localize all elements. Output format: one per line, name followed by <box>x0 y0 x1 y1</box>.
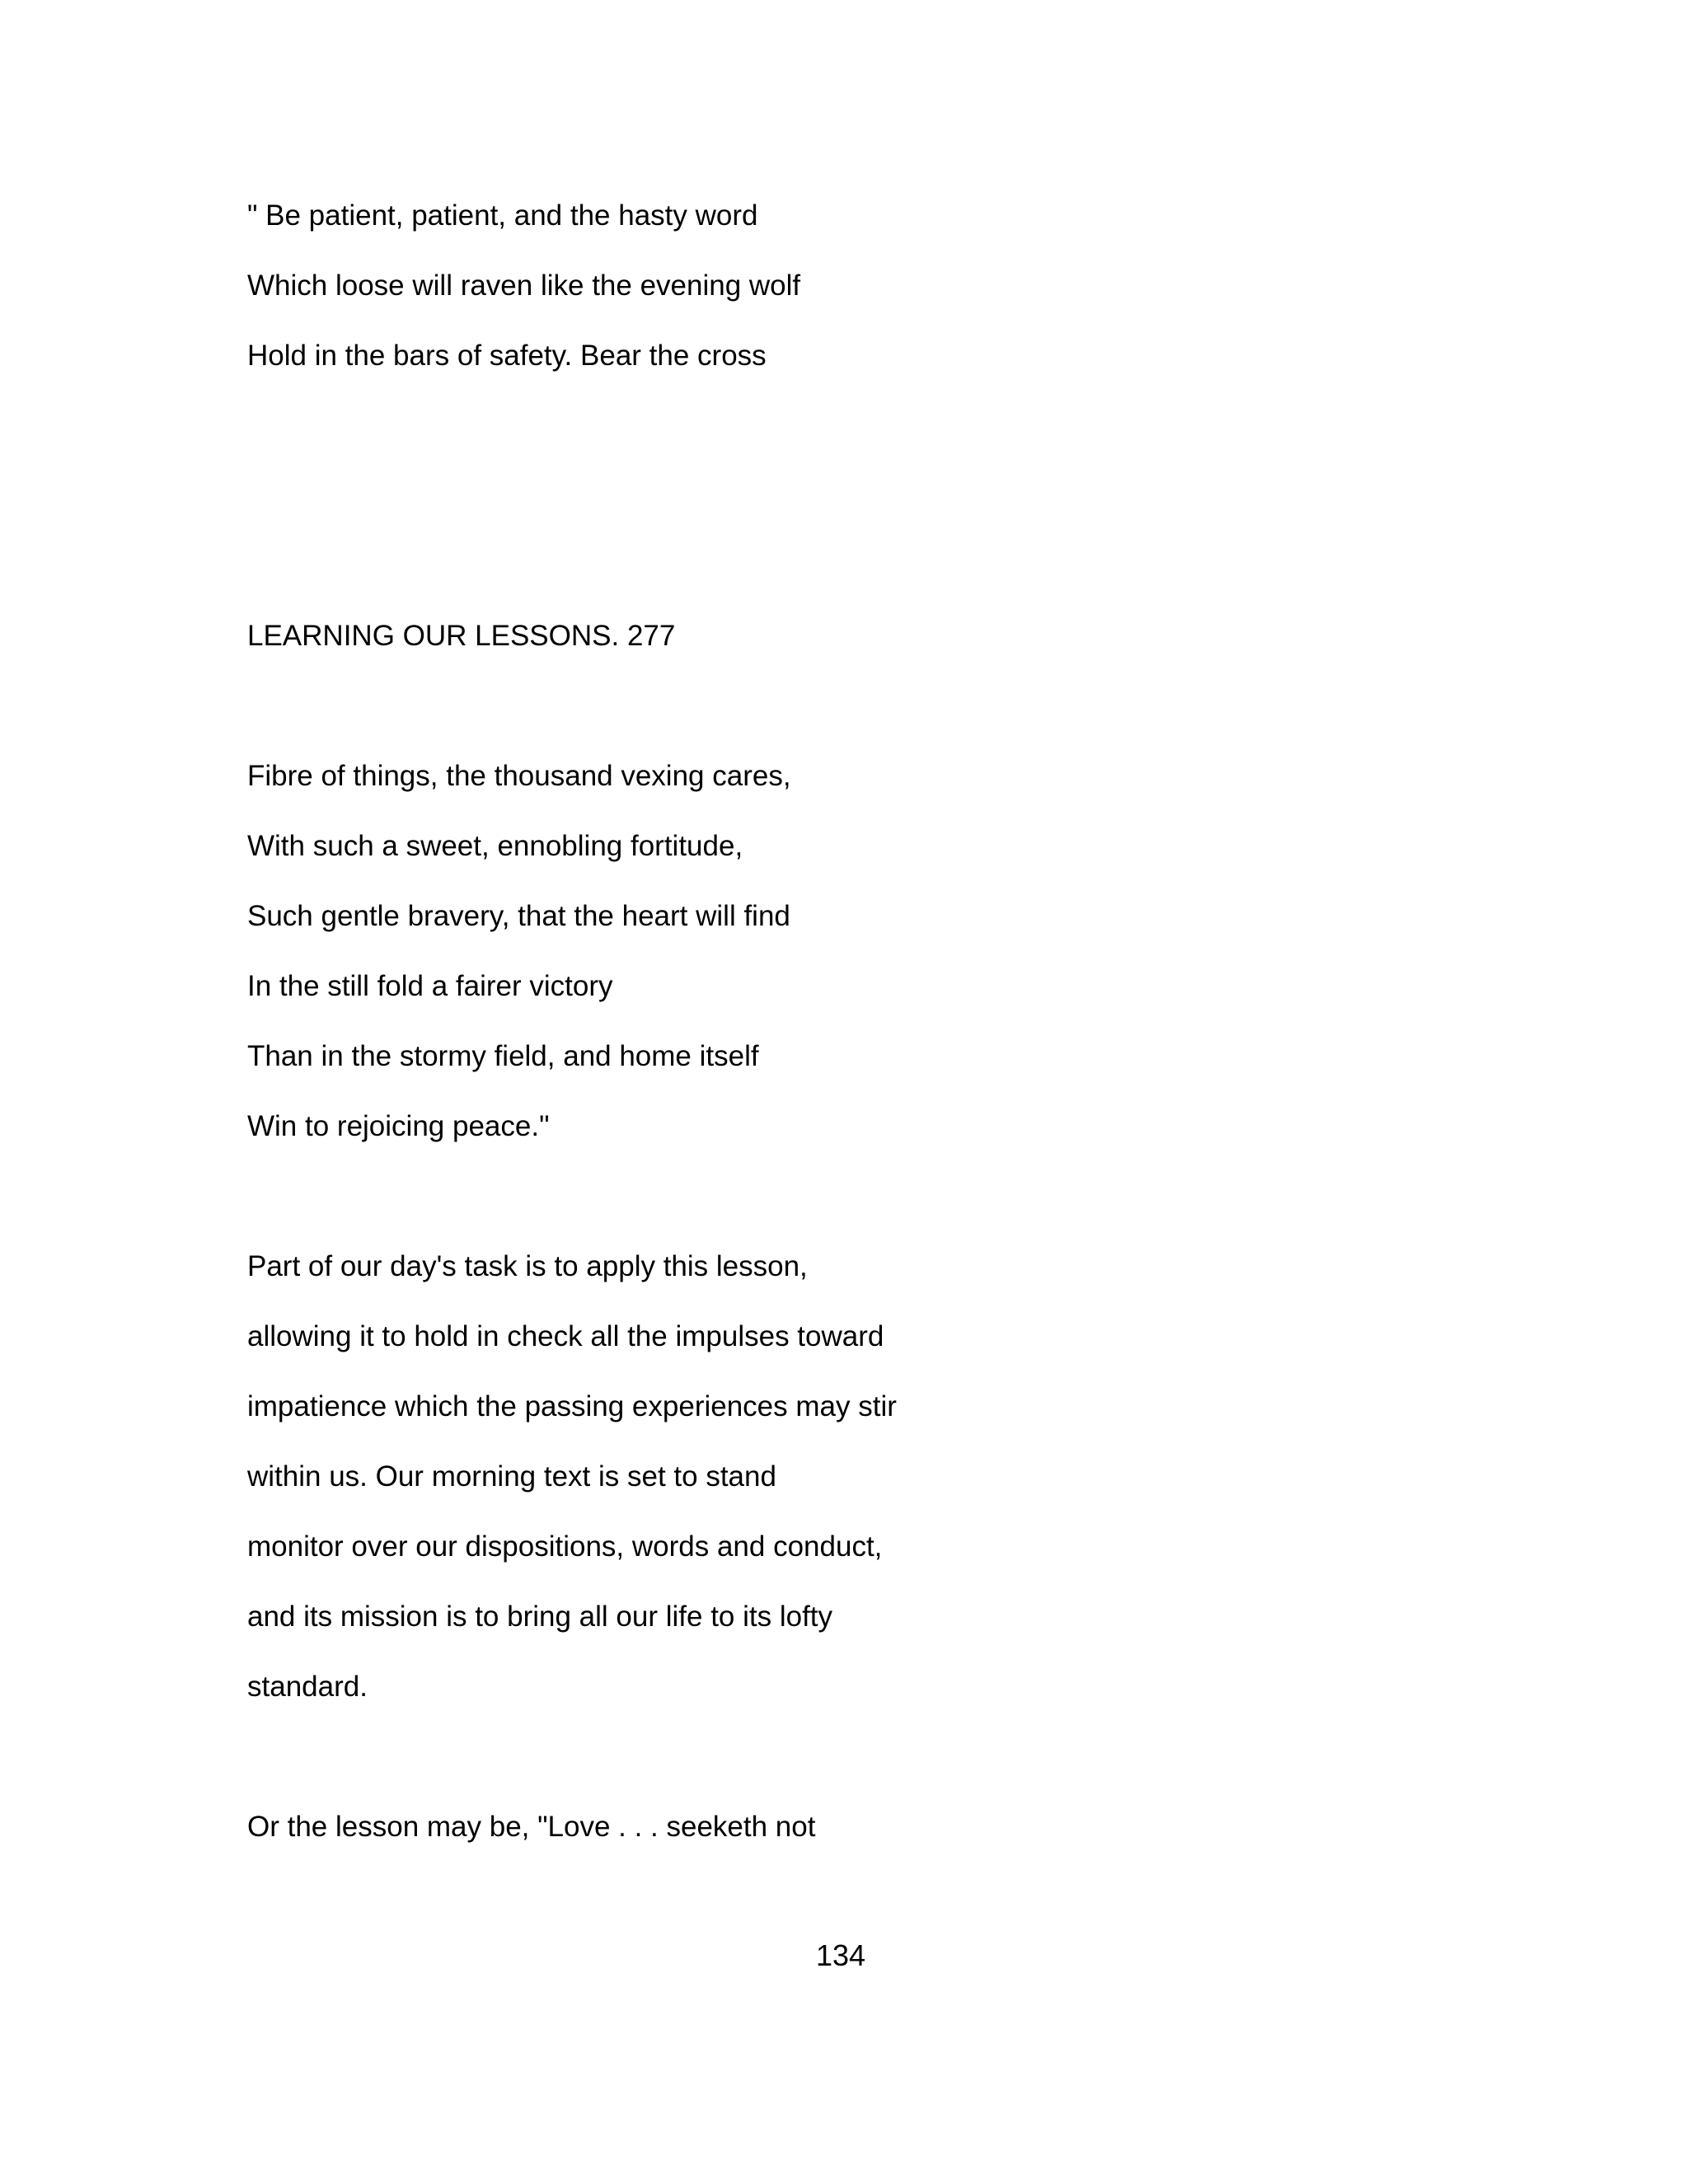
paragraph-line: monitor over our dispositions, words and conduct, <box>247 1530 883 1563</box>
verse-line: " Be patient, patient, and the hasty word <box>247 199 758 232</box>
page-number: 134 <box>815 1938 866 1972</box>
verse-line: Win to rejoicing peace." <box>247 1110 550 1142</box>
paragraph-line: and its mission is to bring all our life to its lofty <box>247 1601 833 1633</box>
verse-line: With such a sweet, ennobling fortitude, <box>247 830 743 862</box>
verse-line: Hold in the bars of safety. Bear the cross <box>247 340 767 372</box>
paragraph-line: within us. Our morning text is set to stand <box>247 1460 776 1493</box>
verse-line: Than in the stormy field, and home itself <box>247 1040 759 1072</box>
paragraph-line: allowing it to hold in check all the impulses toward <box>247 1320 884 1352</box>
verse-line: In the still fold a fairer victory <box>247 970 613 1002</box>
running-head: LEARNING OUR LESSONS. 277 <box>247 620 676 652</box>
verse-line: Fibre of things, the thousand vexing cares, <box>247 760 791 792</box>
paragraph-line: Part of our day's task is to apply this lesson, <box>247 1250 808 1282</box>
paragraph-line: standard. <box>247 1671 368 1703</box>
paragraph-line: Or the lesson may be, "Love . . . seeketh not <box>247 1811 816 1843</box>
verse-line: Which loose will raven like the evening wolf <box>247 269 801 302</box>
paragraph-line: impatience which the passing experiences may stir <box>247 1390 897 1422</box>
verse-line: Such gentle bravery, that the heart will find <box>247 900 790 932</box>
